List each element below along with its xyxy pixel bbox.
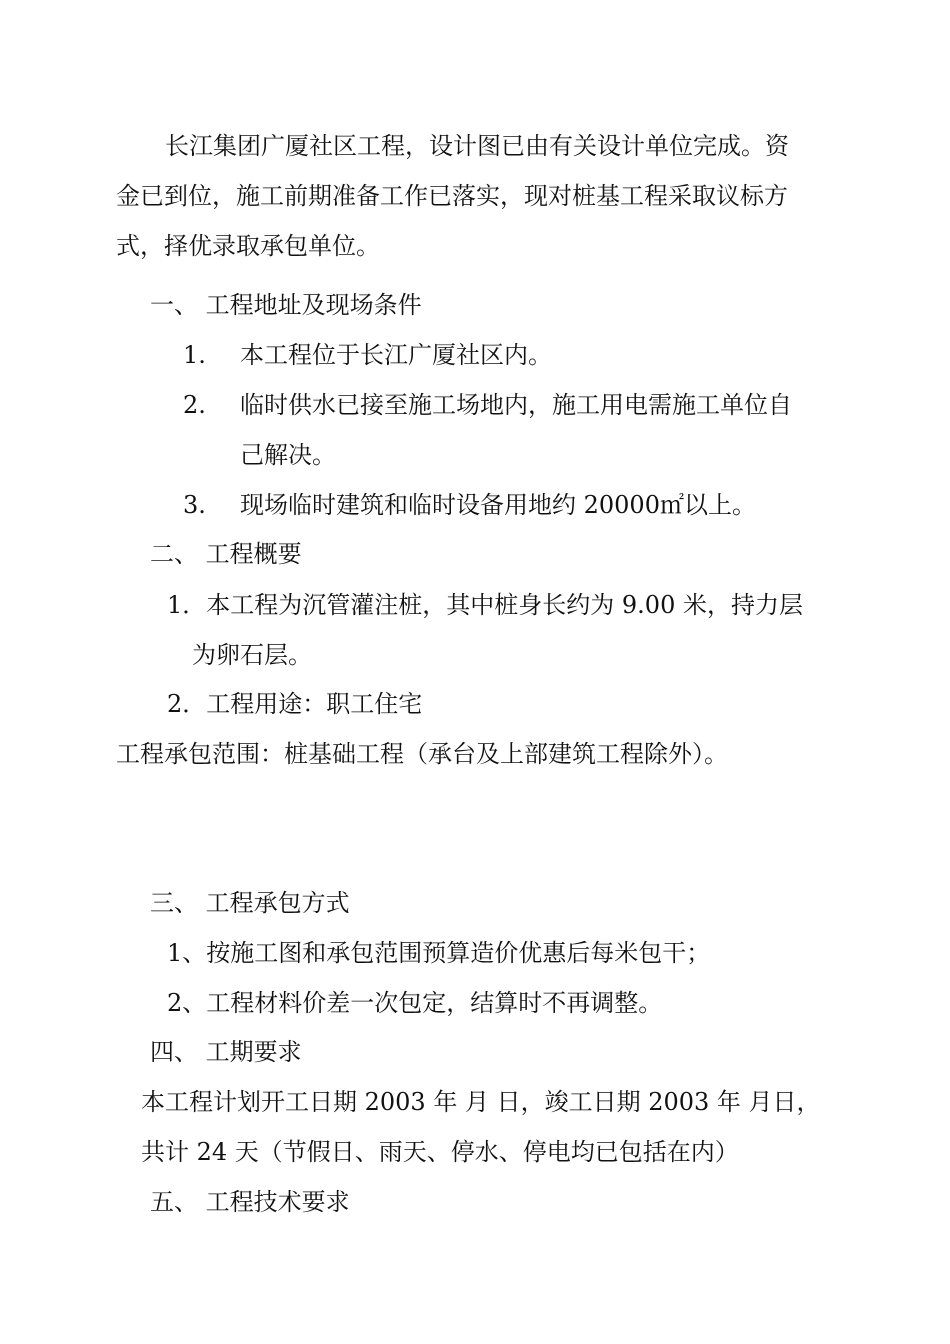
section-3-item-1: 1、按施工图和承包范围预算造价优惠后每米包干； [167,939,711,967]
section-2-scope: 工程承包范围：桩基础工程（承台及上部建筑工程除外）。 [116,740,728,768]
section-5-heading: 五、 工程技术要求 [150,1188,350,1216]
list-item-text: 临时供水已接至施工场地内，施工用电需施工单位自 [240,391,792,419]
intro-line-3: 式，择优录取承包单位。 [116,232,380,260]
section-4-heading: 四、 工期要求 [150,1038,302,1066]
section-1-heading: 一、 工程地址及现场条件 [150,291,422,319]
section-4-line-2: 共计 24 天（节假日、雨天、停水、停电均已包括在内） [141,1138,739,1166]
section-2-item-2: 2．工程用途：职工住宅 [167,690,423,718]
intro-line-2: 金已到位，施工前期准备工作已落实，现对桩基工程采取议标方 [116,182,788,210]
section-2-item-1: 1．本工程为沉管灌注桩，其中桩身长约为 9.00 米，持力层 [167,591,803,619]
list-item-continuation: 己解决。 [240,441,336,469]
section-2-heading: 二、 工程概要 [150,540,302,568]
section-3-heading: 三、 工程承包方式 [150,889,350,917]
intro-line-1: 长江集团广厦社区工程，设计图已由有关设计单位完成。资 [165,132,789,160]
list-item-number: 1. [183,341,206,369]
list-item-text: 本工程位于长江广厦社区内。 [240,341,552,369]
section-3-item-2: 2、工程材料价差一次包定，结算时不再调整。 [167,989,663,1017]
list-item-number: 3. [183,491,206,519]
section-4-line-1: 本工程计划开工日期 2003 年 月 日，竣工日期 2003 年 月日， [141,1088,821,1116]
section-2-item-1-cont: 为卵石层。 [192,641,312,669]
list-item-number: 2. [183,391,206,419]
list-item-text: 现场临时建筑和临时设备用地约 20000㎡以上。 [240,491,756,519]
